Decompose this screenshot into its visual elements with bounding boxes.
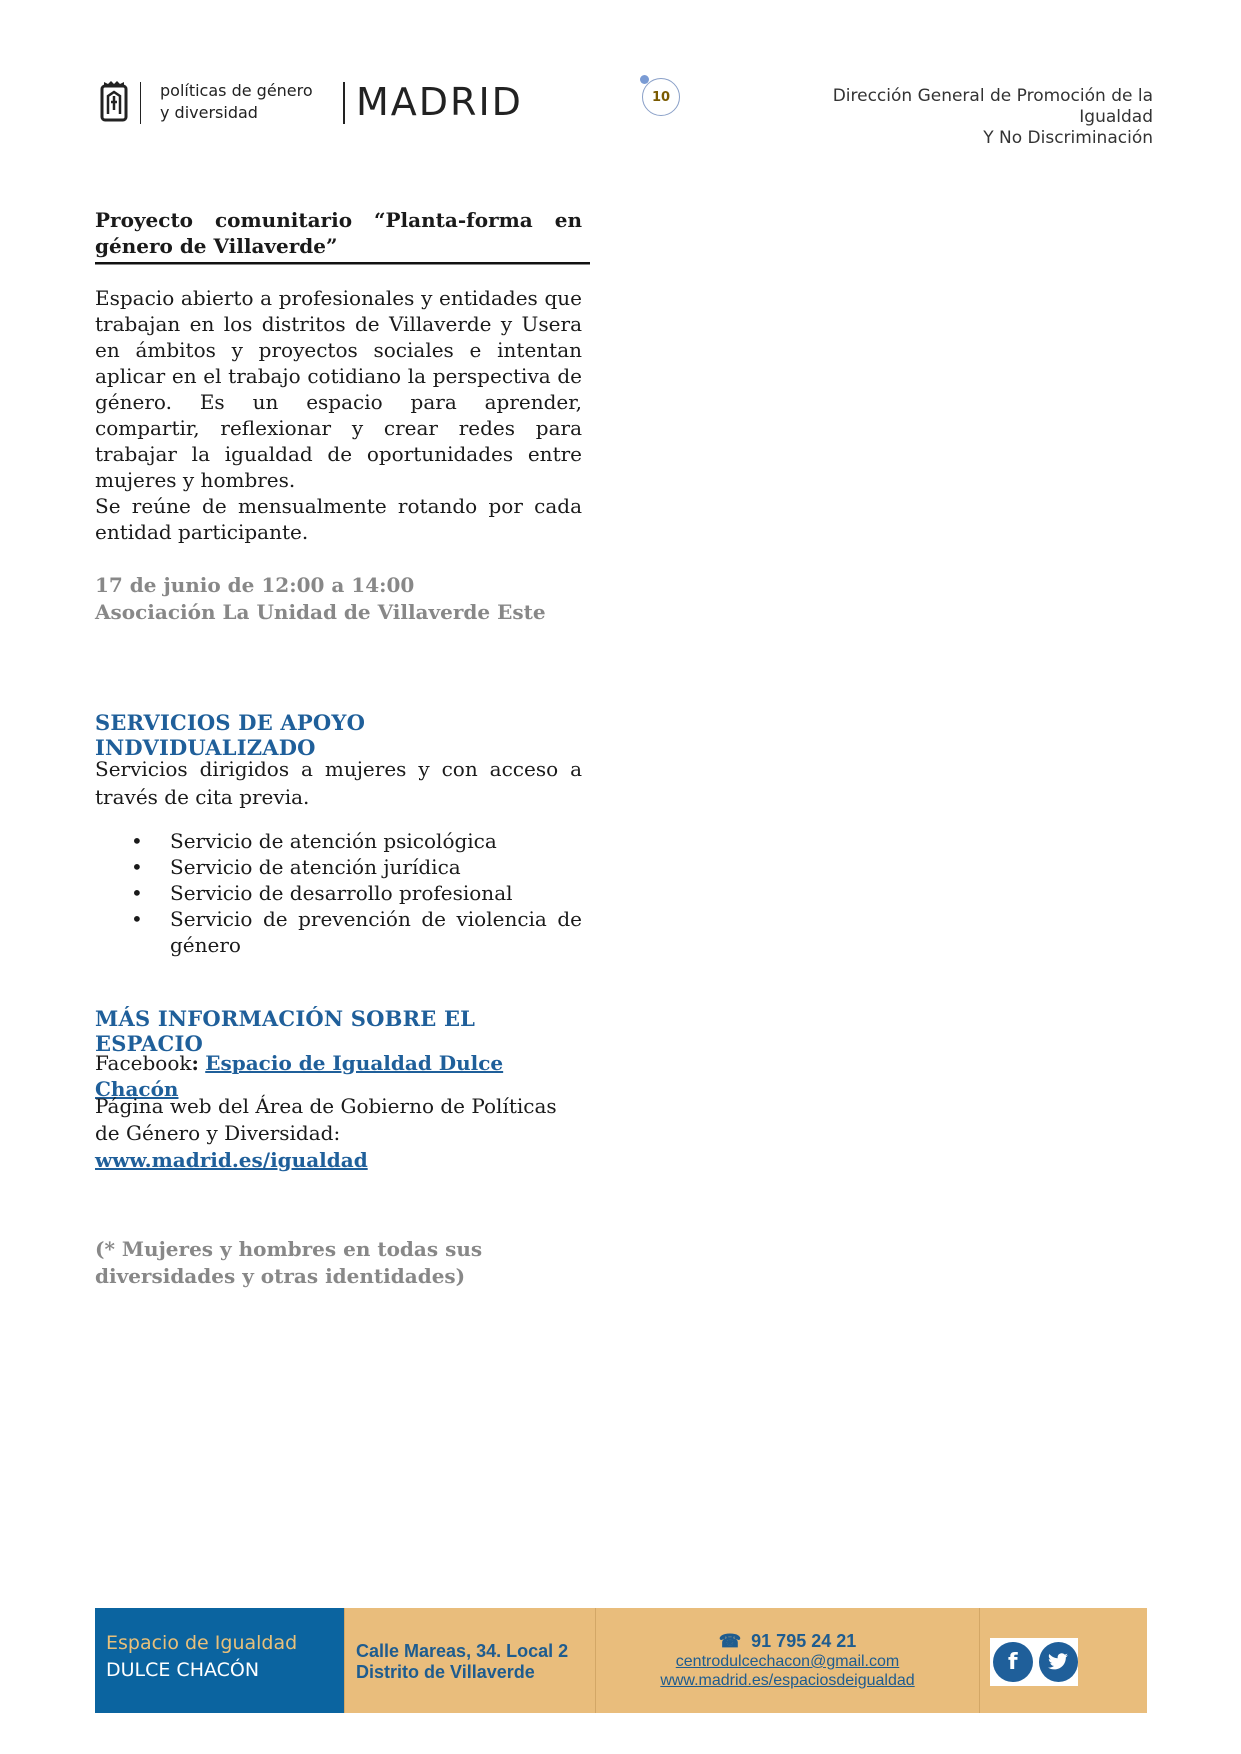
- logo-divider-2: [343, 82, 345, 124]
- footer-email[interactable]: centrodulcechacon@gmail.com: [675, 1653, 900, 1670]
- dept-line-1: Dirección General de Promoción de la: [832, 86, 1153, 106]
- title-underline: [95, 262, 590, 265]
- footer-social: [979, 1608, 1147, 1713]
- list-item: • Servicio de prevención de violencia de género: [95, 906, 582, 958]
- project-title: Proyecto comunitario “Planta-forma en género de Villaverde”: [95, 208, 582, 258]
- services-intro: Servicios dirigidos a mujeres y con acceso a través de cita previa.: [95, 757, 582, 809]
- footer-phone: [596, 1630, 979, 1652]
- footer-brand: [95, 1608, 344, 1713]
- footer-address: [344, 1608, 595, 1713]
- footer-website[interactable]: www.madrid.es/espaciosdeigualdad: [660, 1672, 915, 1689]
- more-info-heading: MÁS INFORMACIÓN SOBRE EL ESPACIO: [95, 1006, 476, 1056]
- footer-bar: [95, 1608, 1147, 1713]
- website-text: Página web del Área de Gobierno de Políticas de Género y Diversidad:: [95, 1094, 557, 1145]
- event-place: Asociación La Unidad de Villaverde Este: [95, 600, 546, 624]
- facebook-colon: :: [191, 1051, 199, 1075]
- list-item: • Servicio de atención psicológica: [95, 828, 582, 854]
- footer-brand-line-2: DULCE CHACÓN: [106, 1659, 260, 1681]
- page-number: 10: [642, 78, 680, 116]
- dept-line-3: Y No Discriminación: [983, 128, 1153, 148]
- twitter-icon[interactable]: [1039, 1642, 1079, 1682]
- footnote-line-1: (* Mujeres y hombres en todas sus: [95, 1237, 483, 1261]
- logo-line-2: y diversidad: [160, 103, 258, 122]
- logo-line-1: políticas de género: [160, 81, 313, 100]
- dept-line-2: Igualdad: [1079, 107, 1153, 127]
- footer-address-line-1: Calle Mareas, 34. Local 2: [356, 1641, 569, 1661]
- logo-divider: [140, 82, 141, 124]
- website-link[interactable]: www.madrid.es/igualdad: [95, 1148, 368, 1172]
- madrid-crest-icon: [100, 80, 128, 124]
- footer-contact: [595, 1608, 979, 1713]
- event-date: 17 de junio de 12:00 a 14:00: [95, 573, 415, 597]
- footnote-line-2: diversidades y otras identidades): [95, 1264, 466, 1288]
- facebook-link[interactable]: Espacio de Igualdad Dulce Chacón: [95, 1051, 504, 1101]
- phone-number: 91 795 24 21: [751, 1631, 857, 1651]
- list-item: • Servicio de desarrollo profesional: [95, 880, 582, 906]
- footer-brand-line-1: Espacio de Igualdad: [106, 1632, 298, 1654]
- project-description-text: Espacio abierto a profesionales y entidades que trabajan en los distritos de Villaverde y Usera en ámbitos y proyectos sociales e intentan aplicar en el trabajo cotidiano la perspectiva de género. Es un espacio para aprender, compartir, reflexionar y crear redes para trabajar la igualdad de oportunidades entre mujeres y hombres.: [95, 286, 582, 492]
- facebook-label: Facebook: [95, 1051, 192, 1075]
- page-dot-decoration: [640, 75, 649, 84]
- services-list: [95, 828, 582, 958]
- phone-icon: ☎: [718, 1631, 742, 1651]
- list-item: • Servicio de atención jurídica: [95, 854, 582, 880]
- social-icons: [990, 1638, 1078, 1686]
- website-info: [95, 1093, 582, 1174]
- facebook-icon[interactable]: f: [993, 1642, 1033, 1682]
- logo-text: [160, 80, 313, 124]
- event-details: [95, 572, 582, 626]
- logo-madrid: MADRID: [356, 80, 523, 124]
- project-description-text-2: Se reúne de mensualmente rotando por cada entidad participante.: [95, 494, 582, 544]
- services-heading: SERVICIOS DE APOYO INDVIDUALIZADO: [95, 710, 366, 760]
- project-description: [95, 285, 582, 545]
- department-name: [833, 86, 1153, 149]
- footer-address-line-2: Distrito de Villaverde: [356, 1662, 535, 1682]
- footnote: [95, 1236, 582, 1290]
